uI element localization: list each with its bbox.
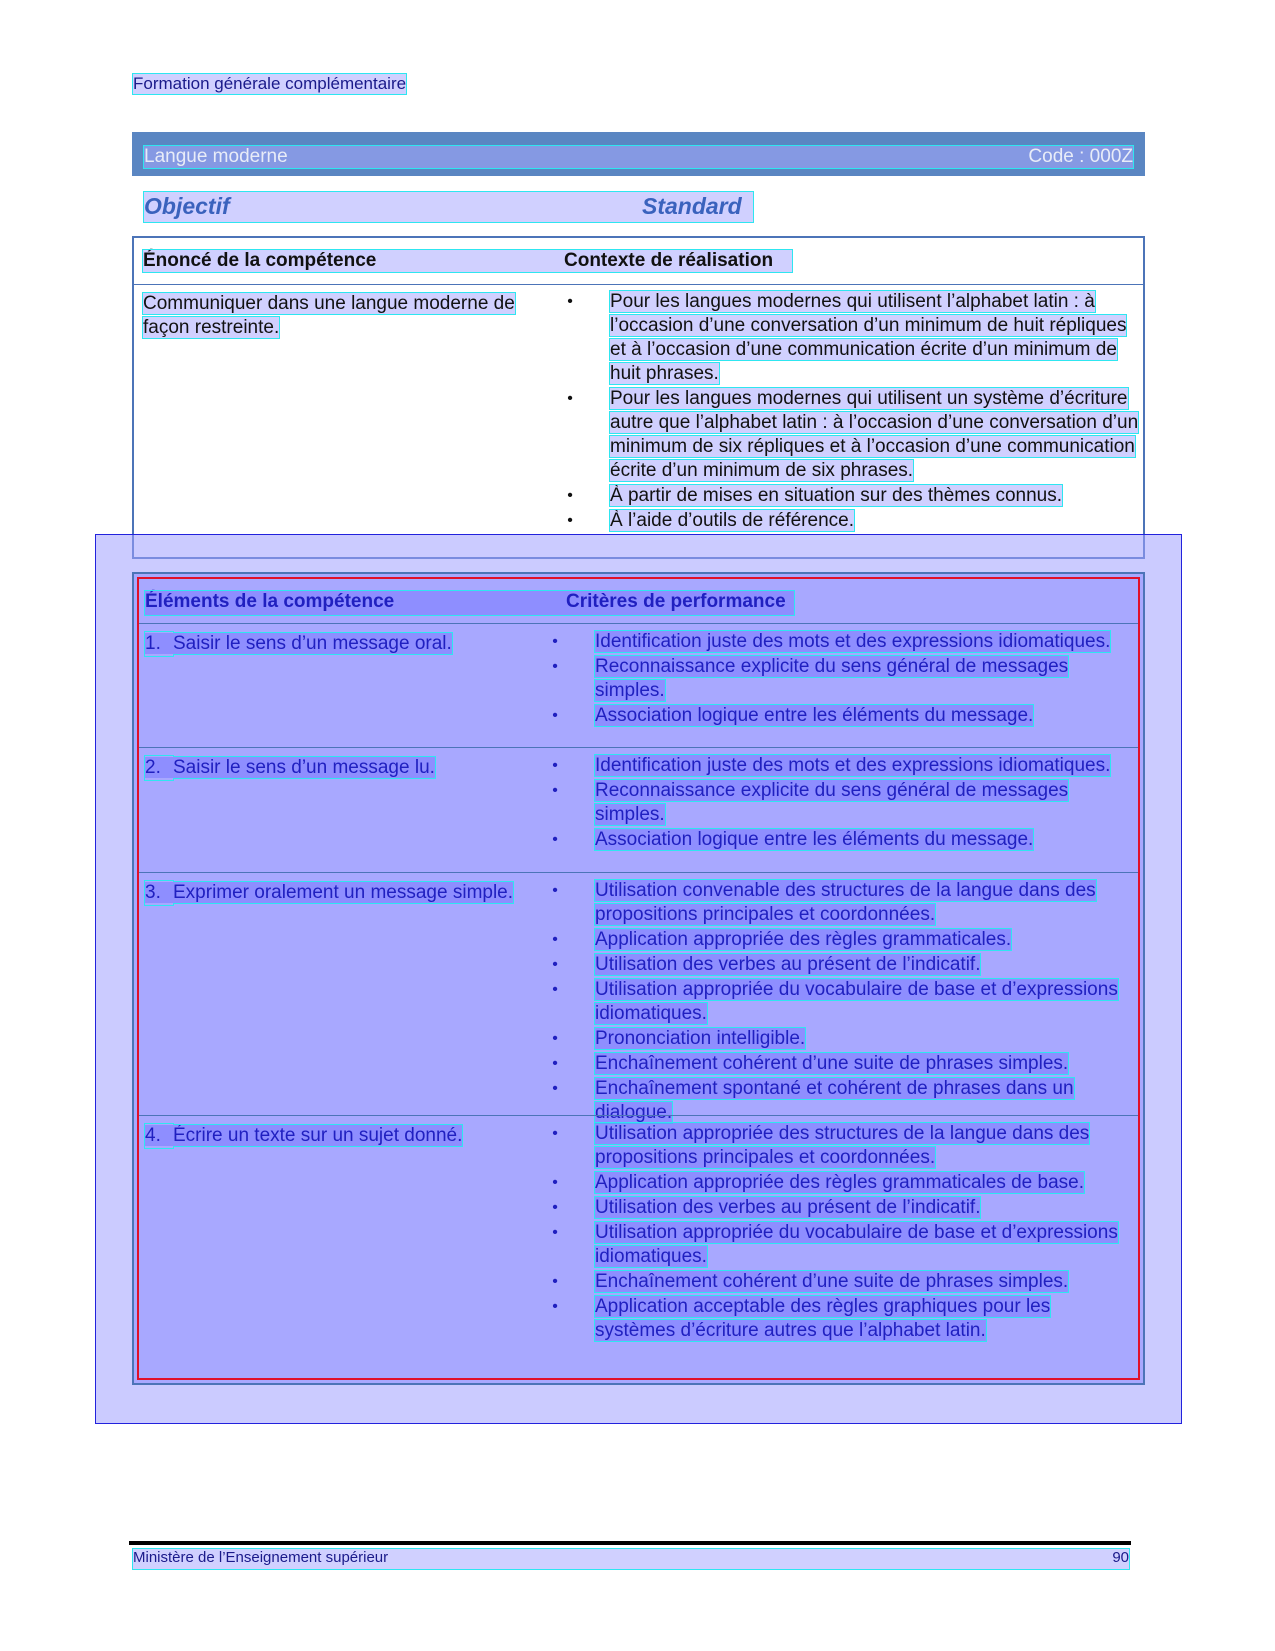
critere-text: Association logique entre les éléments du message. [595, 705, 1034, 726]
critere-item [549, 1196, 1129, 1220]
page-number: 90 [1112, 1549, 1129, 1566]
element-row [139, 1115, 1138, 1341]
enonce-header-row [143, 250, 792, 272]
critere-item [549, 978, 1129, 1026]
footer [133, 1549, 1129, 1569]
critere-text: Prononciation intelligible. [595, 1028, 806, 1049]
enonce-col2-header: Contexte de réalisation [564, 250, 774, 271]
course-title: Langue moderne [144, 146, 288, 167]
element-label-text [145, 633, 452, 654]
contexte-list [564, 290, 1144, 534]
critere-text: Identification juste des mots et des expressions idiomatiques. [595, 755, 1111, 776]
bullet-icon: • [552, 1199, 558, 1216]
contexte-item [564, 509, 1144, 533]
critere-item [549, 1027, 1129, 1051]
bullet-icon: • [552, 882, 558, 899]
element-label [145, 632, 555, 656]
critere-text: Utilisation appropriée des structures de la langue dans des propositions principales et coordonnées. [595, 1123, 1090, 1168]
critere-item [549, 928, 1129, 952]
bullet-icon: • [552, 1273, 558, 1290]
element-row [139, 623, 1138, 726]
bullet-icon: • [552, 757, 558, 774]
critere-item [549, 754, 1129, 778]
element-text: Saisir le sens d’un message oral. [173, 633, 452, 654]
contexte-item [564, 387, 1144, 483]
standard-label: Standard [642, 193, 742, 219]
element-text: Exprimer oralement un message simple. [173, 882, 514, 903]
bullet-icon: • [552, 633, 558, 650]
running-header: Formation générale complémentaire [133, 74, 407, 93]
critere-text: Identification juste des mots et des expressions idiomatiques. [595, 631, 1111, 652]
bullet-icon: • [552, 658, 558, 675]
critere-text: Reconnaissance explicite du sens général de messages simples. [595, 656, 1069, 701]
critere-item [549, 1171, 1129, 1195]
objectif-standard-row [144, 192, 753, 222]
element-number: 1. [145, 633, 161, 654]
critere-item [549, 779, 1129, 827]
critere-text: Utilisation appropriée du vocabulaire de base et d’expressions idiomatiques. [595, 979, 1118, 1024]
footer-ministry: Ministère de l’Enseignement supérieur [133, 1549, 389, 1566]
critere-text: Enchaînement cohérent d’une suite de phrases simples. [595, 1053, 1069, 1074]
enonce-table-header [134, 238, 1143, 285]
critere-item [549, 704, 1129, 728]
element-text: Écrire un texte sur un sujet donné. [173, 1125, 463, 1146]
element-row [139, 747, 1138, 850]
critere-text: Application appropriée des règles grammaticales de base. [595, 1172, 1084, 1193]
critere-item [549, 828, 1129, 852]
contexte-item [564, 484, 1144, 508]
element-label-text [145, 882, 513, 903]
critere-text: Enchaînement spontané et cohérent de phrases dans un dialogue. [595, 1078, 1074, 1123]
critere-text: Utilisation appropriée du vocabulaire de base et d’expressions idiomatiques. [595, 1222, 1118, 1267]
bullet-icon: • [552, 1080, 558, 1097]
criteres-list [549, 1122, 1129, 1344]
critere-item [549, 1052, 1129, 1076]
element-number: 2. [145, 757, 161, 778]
bullet-icon: • [567, 487, 573, 504]
critere-text: Enchaînement cohérent d’une suite de phrases simples. [595, 1271, 1069, 1292]
critere-text: Reconnaissance explicite du sens général de messages simples. [595, 780, 1069, 825]
criteres-list [549, 879, 1129, 1126]
critere-item [549, 953, 1129, 977]
element-label [145, 756, 555, 780]
elements-col2-header: Critères de performance [566, 591, 786, 612]
critere-text: Application appropriée des règles grammaticales. [595, 929, 1012, 950]
bullet-icon: • [552, 1125, 558, 1142]
critere-item [549, 879, 1129, 927]
critere-text: Association logique entre les éléments du message. [595, 829, 1034, 850]
element-number: 3. [145, 882, 161, 903]
bullet-icon: • [567, 390, 573, 407]
course-code: Code : 000Z [1028, 146, 1133, 167]
bullet-icon: • [552, 1055, 558, 1072]
elements-table [132, 572, 1145, 1385]
bullet-icon: • [552, 981, 558, 998]
critere-item [549, 1122, 1129, 1170]
critere-item [549, 1295, 1129, 1343]
competence-statement [143, 292, 553, 340]
contexte-text: À partir de mises en situation sur des thèmes connus. [610, 485, 1063, 506]
element-row [139, 872, 1138, 1123]
element-label-text [145, 757, 435, 778]
bullet-icon: • [567, 293, 573, 310]
element-label [145, 881, 555, 905]
footer-rule [129, 1541, 1131, 1545]
criteres-list [549, 630, 1129, 729]
element-text: Saisir le sens d’un message lu. [173, 757, 435, 778]
critere-item [549, 1270, 1129, 1294]
elements-col1-header: Éléments de la compétence [145, 591, 395, 612]
enonce-col1-header: Énoncé de la compétence [143, 250, 377, 271]
bullet-icon: • [552, 831, 558, 848]
element-number: 4. [145, 1125, 161, 1146]
critere-item [549, 1077, 1129, 1125]
bullet-icon: • [567, 512, 573, 529]
bullet-icon: • [552, 1174, 558, 1191]
bullet-icon: • [552, 956, 558, 973]
bullet-icon: • [552, 782, 558, 799]
critere-text: Utilisation des verbes au présent de l’indicatif. [595, 1197, 981, 1218]
bullet-icon: • [552, 931, 558, 948]
contexte-text: À l’aide d’outils de référence. [610, 510, 854, 531]
bullet-icon: • [552, 1030, 558, 1047]
contexte-item [564, 290, 1144, 386]
critere-item [549, 655, 1129, 703]
critere-item [549, 1221, 1129, 1269]
critere-text: Application acceptable des règles graphiques pour les systèmes d’écriture autres que l’alphabet latin. [595, 1296, 1051, 1341]
criteres-list [549, 754, 1129, 853]
critere-text: Utilisation des verbes au présent de l’indicatif. [595, 954, 981, 975]
critere-text: Utilisation convenable des structures de la langue dans des propositions principales et coordonnées. [595, 880, 1096, 925]
bullet-icon: • [552, 1224, 558, 1241]
competence-text: Communiquer dans une langue moderne de façon restreinte. [143, 293, 515, 338]
bullet-icon: • [552, 1298, 558, 1315]
element-label-text [145, 1125, 462, 1146]
element-label [145, 1124, 555, 1148]
enonce-table [132, 236, 1145, 559]
elements-frame [137, 577, 1140, 1380]
title-bar [132, 132, 1145, 176]
elements-header-row [145, 591, 794, 615]
contexte-text: Pour les langues modernes qui utilisent l’alphabet latin : à l’occasion d’une conversation d’un minimum de huit répliques et à l’occasion d’une communication écrite d’un minimum de huit phrases. [610, 291, 1127, 384]
contexte-text: Pour les langues modernes qui utilisent un système d’écriture autre que l’alphabet latin : à l’occasion d’une conversation d’un minimum de six répliques et à l’occasion d’une communication écrite d’un minimum de six phrases. [610, 388, 1139, 481]
objectif-label: Objectif [144, 193, 230, 219]
critere-item [549, 630, 1129, 654]
bullet-icon: • [552, 707, 558, 724]
